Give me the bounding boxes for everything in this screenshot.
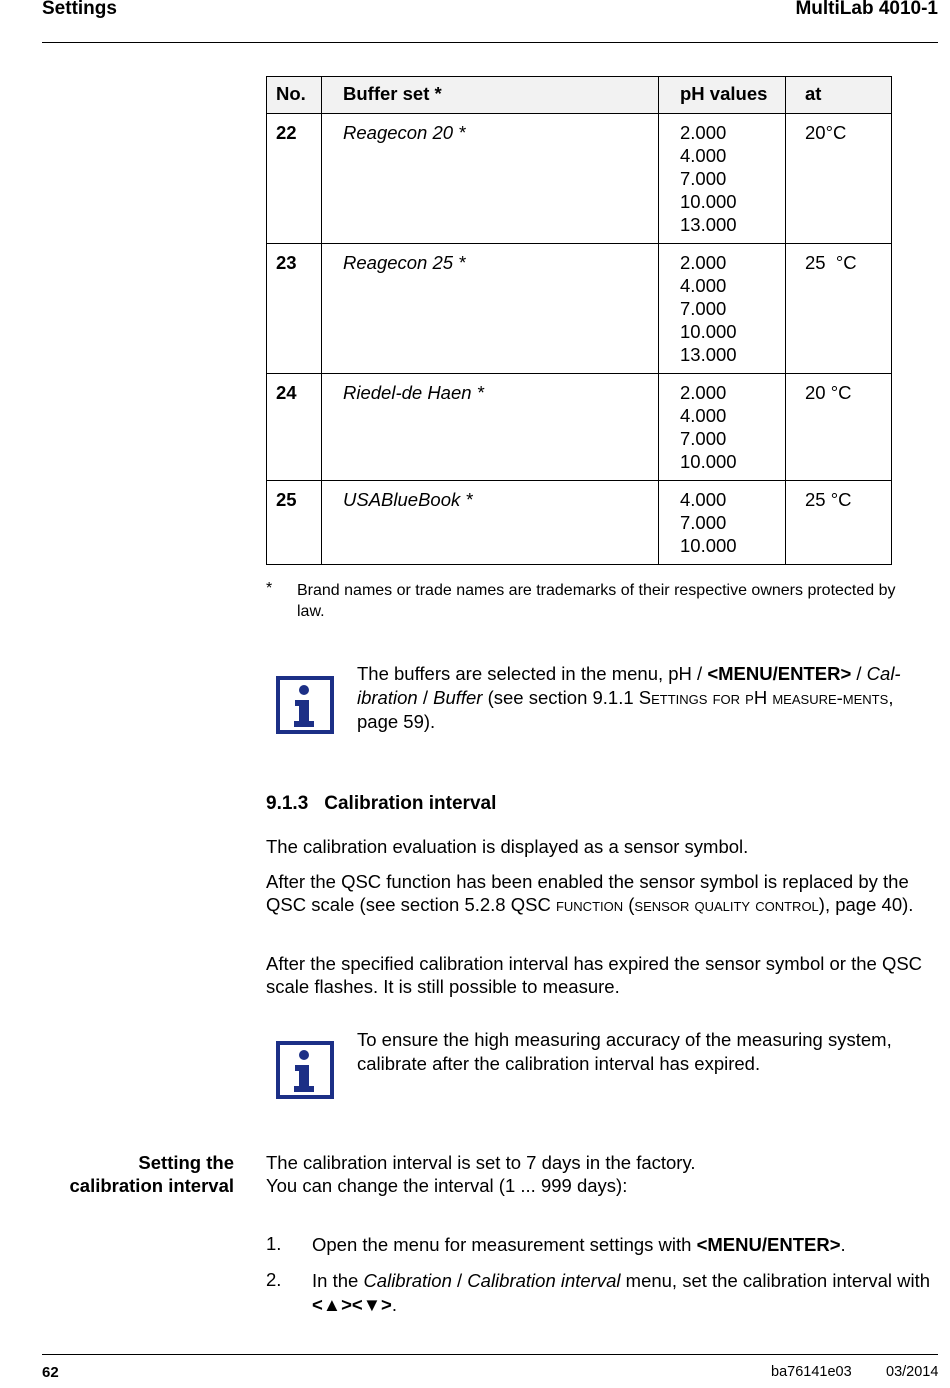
document-date: 03/2014	[886, 1364, 939, 1380]
table-row	[267, 374, 892, 481]
header-title: Settings	[42, 0, 117, 19]
section-number: 9.1.3	[266, 793, 309, 814]
col-header-ph-values: pH values	[659, 77, 786, 114]
cell-buffer-name: USABlueBook *	[322, 481, 659, 565]
info-icon	[276, 1041, 334, 1099]
cell-ph-values: 2.000 4.000 7.000 10.000 13.000	[659, 244, 786, 374]
col-header-no: No.	[267, 77, 322, 114]
cell-buffer-name: Riedel-de Haen *	[322, 374, 659, 481]
cell-buffer-name: Reagecon 25 *	[322, 244, 659, 374]
cell-no: 24	[267, 374, 322, 481]
paragraph: After the QSC function has been enabled the sensor symbol is replaced by the QSC scale (see section 5.2.8 QSC function (sensor quality control), page 40).	[266, 871, 914, 915]
cell-ph-values: 2.000 4.000 7.000 10.000	[659, 374, 786, 481]
table-row	[267, 244, 892, 374]
cell-ph-values: 2.000 4.000 7.000 10.000 13.000	[659, 114, 786, 244]
menu-enter-key: <MENU/ENTER>	[707, 663, 852, 684]
page-number: 62	[42, 1364, 59, 1381]
header-product: MultiLab 4010-1	[795, 0, 938, 19]
cell-buffer-name: Reagecon 20 *	[322, 114, 659, 244]
section-title: Calibration interval	[324, 793, 497, 814]
paragraph: The calibration evaluation is displayed as a sensor symbol.	[266, 836, 749, 857]
side-heading: Setting the calibration interval	[69, 1152, 234, 1196]
step-number: 2.	[266, 1269, 282, 1290]
table-row	[267, 481, 892, 565]
section-reference: Settings for pH measure-ments	[638, 687, 889, 708]
col-header-at: at	[786, 77, 892, 114]
arrow-keys: <▲><▼>	[312, 1294, 392, 1315]
step-text: In the Calibration / Calibration interval menu, set the calibration interval with <▲><▼>.	[312, 1270, 931, 1315]
setting-paragraph: The calibration interval is set to 7 days in the factory. You can change the interval (1 ... 999 days):	[266, 1152, 696, 1196]
info-icon	[276, 676, 334, 734]
document-id: ba76141e03	[771, 1364, 852, 1380]
footer-rule	[42, 1354, 938, 1355]
cell-temperature: 25 °C	[786, 481, 892, 565]
cell-no: 22	[267, 114, 322, 244]
cell-temperature: 20°C	[786, 114, 892, 244]
step-number: 1.	[266, 1233, 282, 1254]
header-rule	[42, 42, 938, 43]
info-note-accuracy: To ensure the high measuring accuracy of the measuring system, calibrate after the calibration interval has expired.	[357, 1029, 892, 1074]
cell-temperature: 20 °C	[786, 374, 892, 481]
footnote-mark: *	[266, 580, 273, 597]
cell-no: 23	[267, 244, 322, 374]
section-heading	[266, 793, 496, 815]
footnote-text: Brand names or trade names are trademarks of their respective owners protected by law.	[297, 582, 896, 620]
table-row	[267, 114, 892, 244]
table-header-row	[267, 77, 892, 114]
cell-ph-values: 4.000 7.000 10.000	[659, 481, 786, 565]
info-note-buffers: The buffers are selected in the menu, pH / <MENU/ENTER> / Cal-ibration / Buffer (see section 9.1.1 Settings for pH measure-ments, page 59).	[357, 663, 901, 732]
col-header-buffer-set: Buffer set *	[322, 77, 659, 114]
paragraph: After the specified calibration interval has expired the sensor symbol or the QSC scale flashes. It is still possible to measure.	[266, 953, 923, 997]
buffer-table	[266, 76, 892, 565]
step-text: Open the menu for measurement settings with <MENU/ENTER>.	[312, 1234, 846, 1255]
menu-enter-key: <MENU/ENTER>	[696, 1234, 841, 1255]
cell-temperature: 25 °C	[786, 244, 892, 374]
cell-no: 25	[267, 481, 322, 565]
